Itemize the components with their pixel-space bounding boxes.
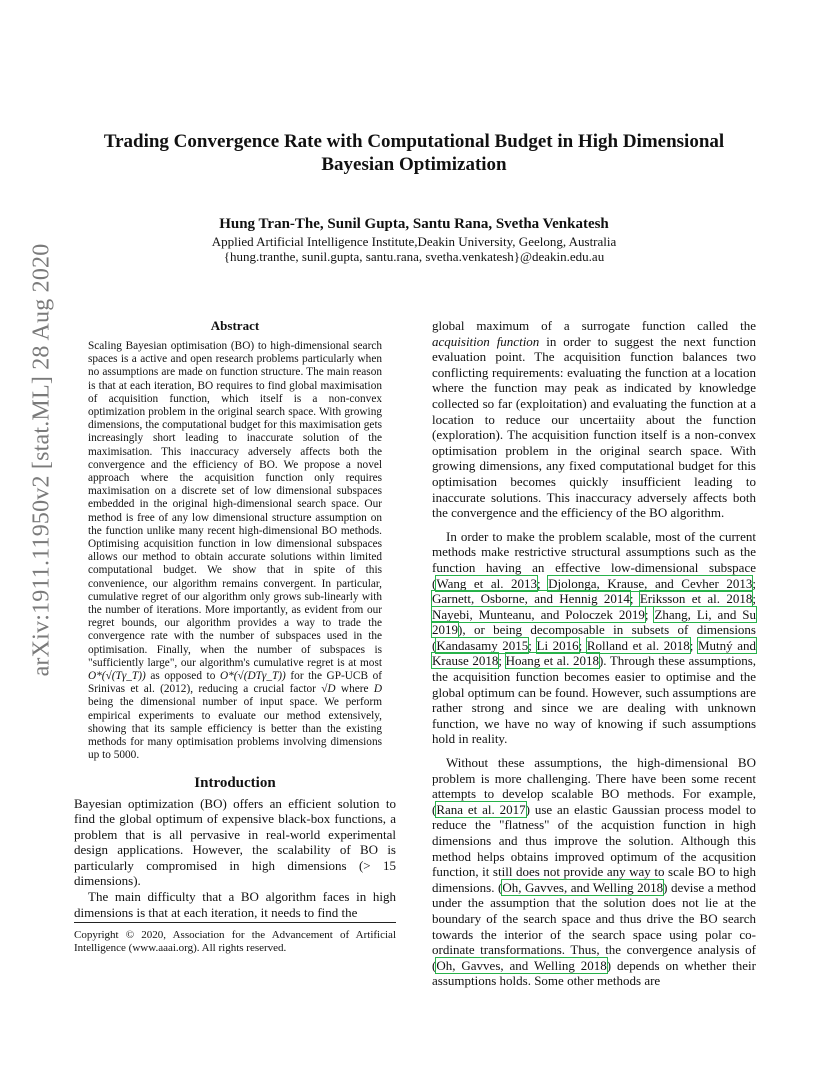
abstract-heading: Abstract (210, 318, 260, 333)
right-paragraph-2 (432, 529, 756, 747)
paper-emails: {hung.tranthe, sunil.gupta, santu.rana, svetha.venkatesh}@deakin.edu.au (223, 249, 605, 264)
citation-link[interactable]: Wang et al. 2013 (436, 575, 537, 591)
text-span: ; (752, 575, 756, 591)
right-column (432, 318, 756, 989)
citation-link[interactable]: Mutný and Krause 2018 (432, 637, 756, 669)
abstract-text-c: for the GP-UCB of Srinivas et al. (2012), reducing a crucial factor (88, 670, 382, 696)
text-span: ; (578, 637, 587, 653)
text-span: ; (537, 575, 549, 591)
citation-link[interactable]: Garnett, Osborne, and Hennig 2014 (432, 591, 630, 607)
right-paragraph-1 (432, 318, 756, 521)
text-span: Without these assumptions, the high-dimensional BO problem is more challenging. There have been some recent attempts to develop scalable BO methods. For example, ( (432, 755, 756, 817)
arxiv-sidebar (22, 243, 62, 677)
left-column (74, 318, 396, 920)
text-span: ) use an elastic Gaussian process model to reduce the "flatness" of the acquistion function in high dimensions and thus improve the solution. Although this method helps obtains improved optimum of the acqusition function, it still does not provide any way to scale BO to high dimensions. ( (432, 801, 756, 895)
citation-link[interactable]: Oh, Gavves, and Welling 2018 (436, 957, 607, 973)
paper-title: Trading Convergence Rate with Computational Budget in High Dimensional Bayesian Optimization (103, 131, 725, 175)
citation-link[interactable]: Li 2016 (536, 637, 579, 653)
emphasis-acquisition-function: acquisition function (432, 333, 540, 349)
citation-link[interactable]: Oh, Gavves, and Welling 2018 (502, 879, 664, 895)
text-span: ), or being decomposable in subsets of dimensions ( (432, 622, 756, 653)
text-span: ; (689, 637, 698, 653)
paper-affiliation: Applied Artificial Intelligence Institute,Deakin University, Geelong, Australia (211, 234, 617, 249)
abstract-text-b: as opposed to (145, 670, 220, 683)
math-d: D (373, 683, 382, 696)
text-span: ) depends on whether their assumptions holds. Some other methods are (432, 957, 756, 989)
text-span: global maximum of a surrogate function called the (432, 318, 756, 333)
citation-link[interactable]: Nayebi, Munteanu, and Poloczek 2019 (432, 606, 645, 622)
citation-link[interactable]: Hoang et al. 2018 (505, 653, 599, 669)
text-span: ; (629, 591, 640, 607)
citation-link[interactable]: Djolonga, Krause, and Cevher 2013 (548, 575, 753, 591)
text-span: In order to make the problem scalable, most of the current methods make restrictive structural assumptions such as the function having an effective low-dimensional subspace ( (432, 528, 756, 591)
abstract-text-d: where (335, 683, 374, 696)
text-span: ) devise a method under the assumption that the solution does not lie at the boundary of the search space and thus drive the BO search towards the interior of the search space using polar co-ordinate transformations. Thus, the convergence analysis of ( (432, 879, 756, 973)
intro-paragraph-2: The main difficulty that a BO algorithm faces in high dimensions is that at each iteration, it needs to find the (74, 889, 396, 920)
abstract-text-e: being the dimensional number of input space. We perform empirical experiments to evaluate our method extensively, showing that its sample efficiency is better than the existing methods for many optimisation problems involving dimensions up to 5000. (88, 696, 382, 762)
text-span: in order to suggest the next function evaluation point. The acquisition function balances two conflicting requirements: evaluating the function at a location where the function may peak as indicated by knowledge collected so far (exploitation) and evaluating the function at a location to reduce our uncertaiity about the function (exploration). The acquisition function itself is a non-convex optimisation problem in the original search space. With growing dimensions, any fixed computational budget for this optimisation becomes quickly insufficient leading to inaccurate solutions. This inaccuracy adversely affects both the convergence and the efficiency of the BO algorithm. (432, 333, 756, 521)
text-span: ; (498, 653, 506, 669)
text-span: ; (644, 606, 655, 622)
abstract-body (88, 340, 382, 763)
arxiv-identifier: arXiv:1911.11950v2 [stat.ML] 28 Aug 2020 (28, 243, 55, 677)
citation-link[interactable]: Eriksson et al. 2018 (639, 591, 753, 607)
abstract-text-a: Scaling Bayesian optimisation (BO) to high-dimensional search spaces is a active and open research problems particularly when no assumptions are made on function structure. The main reason is that at each iteration, BO requires to find global maximisation of acquisition function, which itself is a non-convex optimization problem in the original search space. With growing dimensions, the computational budget for this maximisation gets increasingly short leading to inaccurate solution of the maximisation. This inaccuracy adversely affects both the convergence and the efficiency of BO. We propose a novel approach where the acquisition function only requires maximisation on a discrete set of low dimensional subspaces embedded in the original high-dimensional search space. Our method is free of any low dimensional structure assumption on the function unlike many recent high-dimensional BO methods. Optimising acquisition function in low dimensional subspaces allows our method to obtain accurate solutions within limited computational budget. We show that in spite of this convenience, our algorithm remains convergent. In particular, cumulative regret of our algorithm only grows sub-linearly with the number of iterations. More importantly, as evident from our regret bounds, our algorithm provides a way to trade the convergence rate with the number of subspaces used in the optimisation. Finally, when the number of subspaces is "sufficiently large", our algorithm's cumulative regret is at most (88, 340, 382, 669)
copyright-footnote: Copyright © 2020, Association for the Advancement of Artificial Intelligence (www.aaai.org). All rights reserved. (74, 922, 396, 955)
introduction-heading: Introduction (194, 774, 276, 791)
math-sqrt-d: √D (321, 683, 336, 696)
citation-link[interactable]: Rolland et al. 2018 (586, 637, 690, 653)
text-span: ; (528, 637, 537, 653)
citation-link[interactable]: Rana et al. 2017 (436, 801, 526, 817)
citation-link[interactable]: Kandasamy 2015 (436, 637, 529, 653)
intro-paragraph-1: Bayesian optimization (BO) offers an efficient solution to find the global optimum of expensive black-box functions, a problem that is all pervasive in real-world experimental design applications. However, the scalability of BO is particularly compromised in high dimensions (> 15 dimensions). (74, 795, 396, 889)
math-regret-ours: O*(√(Tγ_T)) (88, 670, 146, 683)
text-span: ). Through these assumptions, the acquisition function becomes easier to optimise and the global optimum can be found. However, such assumptions are rather strong and since we are dealing with unknown function, we have no way of knowing if such assumptions hold in reality. (432, 653, 757, 747)
paper-authors: Hung Tran-The, Sunil Gupta, Santu Rana, Svetha Venkatesh (219, 216, 609, 232)
text-span: ; (752, 591, 756, 607)
math-regret-gpucb: O*(√(DTγ_T)) (219, 670, 286, 683)
citation-link[interactable]: Zhang, Li, and Su 2019 (432, 606, 756, 638)
right-paragraph-3 (432, 755, 756, 989)
